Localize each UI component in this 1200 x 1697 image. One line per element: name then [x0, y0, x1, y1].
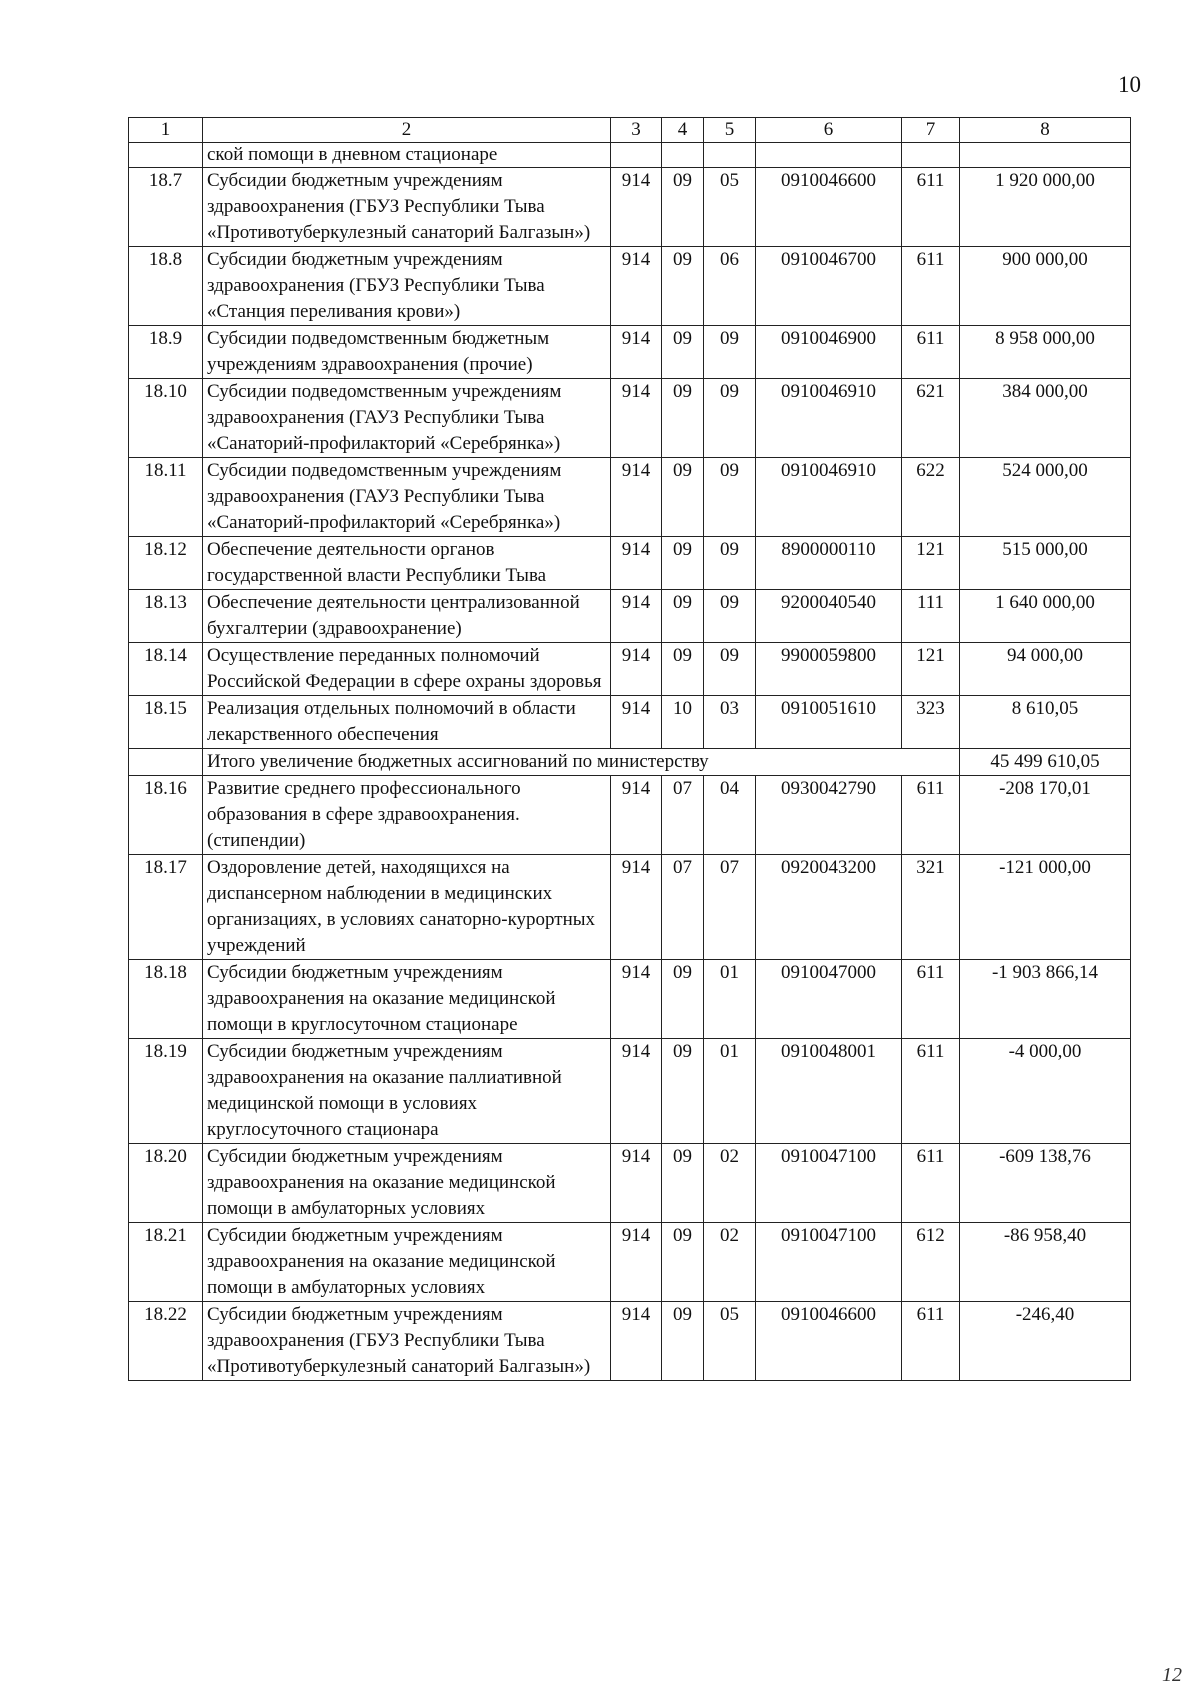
ministry-code: 914 — [611, 537, 662, 590]
continuation-num — [129, 143, 203, 168]
table-row — [129, 168, 1131, 247]
row-description: Осуществление переданных полномочий Российской Федерации в сфере охраны здоровья — [203, 643, 611, 696]
column-header: 6 — [756, 118, 902, 143]
section-code: 09 — [662, 458, 704, 537]
row-description: Реализация отдельных полномочий в области лекарственного обеспечения — [203, 696, 611, 749]
amount: -86 958,40 — [960, 1223, 1131, 1302]
expense-type-code: 121 — [902, 537, 960, 590]
expense-type-code: 323 — [902, 696, 960, 749]
table-row — [129, 1302, 1131, 1381]
target-article-code: 8900000110 — [756, 537, 902, 590]
total-amount: 45 499 610,05 — [960, 749, 1131, 776]
section-code: 09 — [662, 168, 704, 247]
ministry-code: 914 — [611, 696, 662, 749]
row-number: 18.16 — [129, 776, 203, 855]
section-code: 09 — [662, 247, 704, 326]
row-description: Субсидии бюджетным учреждениям здравоохранения (ГБУЗ Республики Тыва «Противотуберкулезный санаторий Балгазын») — [203, 1302, 611, 1381]
table-row — [129, 960, 1131, 1039]
section-code: 09 — [662, 326, 704, 379]
target-article-code: 0910048001 — [756, 1039, 902, 1144]
expense-type-code: 611 — [902, 326, 960, 379]
amount: -208 170,01 — [960, 776, 1131, 855]
amount: -609 138,76 — [960, 1144, 1131, 1223]
ministry-code: 914 — [611, 458, 662, 537]
section-code: 07 — [662, 855, 704, 960]
column-header: 3 — [611, 118, 662, 143]
ministry-code: 914 — [611, 247, 662, 326]
subsection-code: 05 — [704, 1302, 756, 1381]
target-article-code: 0910047100 — [756, 1223, 902, 1302]
target-article-code: 0920043200 — [756, 855, 902, 960]
expense-type-code: 321 — [902, 855, 960, 960]
row-number: 18.17 — [129, 855, 203, 960]
target-article-code: 0910047100 — [756, 1144, 902, 1223]
row-number: 18.15 — [129, 696, 203, 749]
corner-mark: 12 — [1162, 1664, 1182, 1686]
ministry-code: 914 — [611, 1144, 662, 1223]
table-row — [129, 458, 1131, 537]
table-row — [129, 1039, 1131, 1144]
subsection-code: 03 — [704, 696, 756, 749]
target-article-code: 9200040540 — [756, 590, 902, 643]
target-article-code: 0910046600 — [756, 1302, 902, 1381]
ministry-code: 914 — [611, 168, 662, 247]
expense-type-code: 611 — [902, 960, 960, 1039]
row-description: Субсидии бюджетным учреждениям здравоохранения (ГБУЗ Республики Тыва «Станция переливания крови») — [203, 247, 611, 326]
subsection-code: 09 — [704, 458, 756, 537]
target-article-code: 9900059800 — [756, 643, 902, 696]
amount: -1 903 866,14 — [960, 960, 1131, 1039]
ministry-code: 914 — [611, 326, 662, 379]
subsection-code: 05 — [704, 168, 756, 247]
row-description: Субсидии подведомственным учреждениям здравоохранения (ГАУЗ Республики Тыва «Санаторий-профилакторий «Серебрянка») — [203, 379, 611, 458]
amount: 524 000,00 — [960, 458, 1131, 537]
amount: 515 000,00 — [960, 537, 1131, 590]
row-description: Субсидии бюджетным учреждениям здравоохранения на оказание медицинской помощи в круглосуточном стационаре — [203, 960, 611, 1039]
target-article-code: 0930042790 — [756, 776, 902, 855]
column-header: 8 — [960, 118, 1131, 143]
continuation-row — [129, 143, 1131, 168]
section-code: 09 — [662, 1144, 704, 1223]
row-description: Субсидии бюджетным учреждениям здравоохранения на оказание паллиативной медицинской помощи в условиях круглосуточного стационара — [203, 1039, 611, 1144]
expense-type-code: 612 — [902, 1223, 960, 1302]
row-description: Обеспечение деятельности централизованной бухгалтерии (здравоохранение) — [203, 590, 611, 643]
row-number: 18.21 — [129, 1223, 203, 1302]
amount: 8 958 000,00 — [960, 326, 1131, 379]
row-description: Субсидии бюджетным учреждениям здравоохранения на оказание медицинской помощи в амбулаторных условиях — [203, 1223, 611, 1302]
table-row — [129, 643, 1131, 696]
column-header: 1 — [129, 118, 203, 143]
expense-type-code: 611 — [902, 1039, 960, 1144]
row-description: Субсидии подведомственным учреждениям здравоохранения (ГАУЗ Республики Тыва «Санаторий-профилакторий «Серебрянка») — [203, 458, 611, 537]
ministry-code: 914 — [611, 1223, 662, 1302]
subsection-code: 02 — [704, 1223, 756, 1302]
total-label: Итого увеличение бюджетных ассигнований по министерству — [203, 749, 960, 776]
expense-type-code: 611 — [902, 247, 960, 326]
table-row — [129, 776, 1131, 855]
row-number: 18.14 — [129, 643, 203, 696]
subsection-code: 01 — [704, 960, 756, 1039]
row-description: Развитие среднего профессионального образования в сфере здравоохранения. (стипендии) — [203, 776, 611, 855]
target-article-code: 0910046700 — [756, 247, 902, 326]
table-row — [129, 379, 1131, 458]
expense-type-code: 621 — [902, 379, 960, 458]
row-number: 18.9 — [129, 326, 203, 379]
expense-type-code: 611 — [902, 168, 960, 247]
subsection-code: 09 — [704, 537, 756, 590]
subsection-code: 04 — [704, 776, 756, 855]
total-row — [129, 749, 1131, 776]
amount: 1 640 000,00 — [960, 590, 1131, 643]
subsection-code: 09 — [704, 590, 756, 643]
ministry-code: 914 — [611, 960, 662, 1039]
row-number: 18.22 — [129, 1302, 203, 1381]
row-number: 18.11 — [129, 458, 203, 537]
table-row — [129, 696, 1131, 749]
amount: 384 000,00 — [960, 379, 1131, 458]
amount: -4 000,00 — [960, 1039, 1131, 1144]
subsection-code: 07 — [704, 855, 756, 960]
subsection-code: 01 — [704, 1039, 756, 1144]
continuation-text: ской помощи в дневном стационаре — [203, 143, 611, 168]
subsection-code: 06 — [704, 247, 756, 326]
expense-type-code: 611 — [902, 776, 960, 855]
column-header: 5 — [704, 118, 756, 143]
table-row — [129, 1223, 1131, 1302]
subsection-code: 09 — [704, 326, 756, 379]
amount: -121 000,00 — [960, 855, 1131, 960]
budget-table — [128, 117, 1131, 1381]
section-code: 09 — [662, 379, 704, 458]
ministry-code: 914 — [611, 590, 662, 643]
expense-type-code: 111 — [902, 590, 960, 643]
header-row — [129, 118, 1131, 143]
amount: 1 920 000,00 — [960, 168, 1131, 247]
target-article-code: 0910046600 — [756, 168, 902, 247]
section-code: 09 — [662, 1302, 704, 1381]
ministry-code: 914 — [611, 1302, 662, 1381]
subsection-code: 09 — [704, 379, 756, 458]
section-code: 10 — [662, 696, 704, 749]
ministry-code: 914 — [611, 1039, 662, 1144]
table-row — [129, 855, 1131, 960]
section-code: 09 — [662, 1039, 704, 1144]
row-description: Оздоровление детей, находящихся на диспансерном наблюдении в медицинских организациях, в условиях санаторно-курортных учреждений — [203, 855, 611, 960]
expense-type-code: 611 — [902, 1144, 960, 1223]
row-number: 18.7 — [129, 168, 203, 247]
total-num — [129, 749, 203, 776]
row-number: 18.19 — [129, 1039, 203, 1144]
page-number: 10 — [1118, 72, 1141, 97]
section-code: 07 — [662, 776, 704, 855]
section-code: 09 — [662, 1223, 704, 1302]
row-number: 18.18 — [129, 960, 203, 1039]
subsection-code: 02 — [704, 1144, 756, 1223]
row-number: 18.8 — [129, 247, 203, 326]
row-number: 18.12 — [129, 537, 203, 590]
column-header: 7 — [902, 118, 960, 143]
table-row — [129, 326, 1131, 379]
column-header: 2 — [203, 118, 611, 143]
amount: 900 000,00 — [960, 247, 1131, 326]
ministry-code: 914 — [611, 776, 662, 855]
row-number: 18.20 — [129, 1144, 203, 1223]
expense-type-code: 622 — [902, 458, 960, 537]
row-number: 18.13 — [129, 590, 203, 643]
amount: 94 000,00 — [960, 643, 1131, 696]
row-number: 18.10 — [129, 379, 203, 458]
ministry-code: 914 — [611, 379, 662, 458]
amount: 8 610,05 — [960, 696, 1131, 749]
subsection-code: 09 — [704, 643, 756, 696]
amount: -246,40 — [960, 1302, 1131, 1381]
target-article-code: 0910046910 — [756, 379, 902, 458]
row-description: Субсидии подведомственным бюджетным учреждениям здравоохранения (прочие) — [203, 326, 611, 379]
table-row — [129, 537, 1131, 590]
ministry-code: 914 — [611, 643, 662, 696]
target-article-code: 0910046900 — [756, 326, 902, 379]
target-article-code: 0910047000 — [756, 960, 902, 1039]
table-row — [129, 247, 1131, 326]
section-code: 09 — [662, 590, 704, 643]
table-row — [129, 1144, 1131, 1223]
section-code: 09 — [662, 960, 704, 1039]
target-article-code: 0910046910 — [756, 458, 902, 537]
column-header: 4 — [662, 118, 704, 143]
section-code: 09 — [662, 537, 704, 590]
table-row — [129, 590, 1131, 643]
section-code: 09 — [662, 643, 704, 696]
expense-type-code: 121 — [902, 643, 960, 696]
row-description: Субсидии бюджетным учреждениям здравоохранения на оказание медицинской помощи в амбулаторных условиях — [203, 1144, 611, 1223]
row-description: Обеспечение деятельности органов государственной власти Республики Тыва — [203, 537, 611, 590]
row-description: Субсидии бюджетным учреждениям здравоохранения (ГБУЗ Республики Тыва «Противотуберкулезный санаторий Балгазын») — [203, 168, 611, 247]
expense-type-code: 611 — [902, 1302, 960, 1381]
target-article-code: 0910051610 — [756, 696, 902, 749]
ministry-code: 914 — [611, 855, 662, 960]
